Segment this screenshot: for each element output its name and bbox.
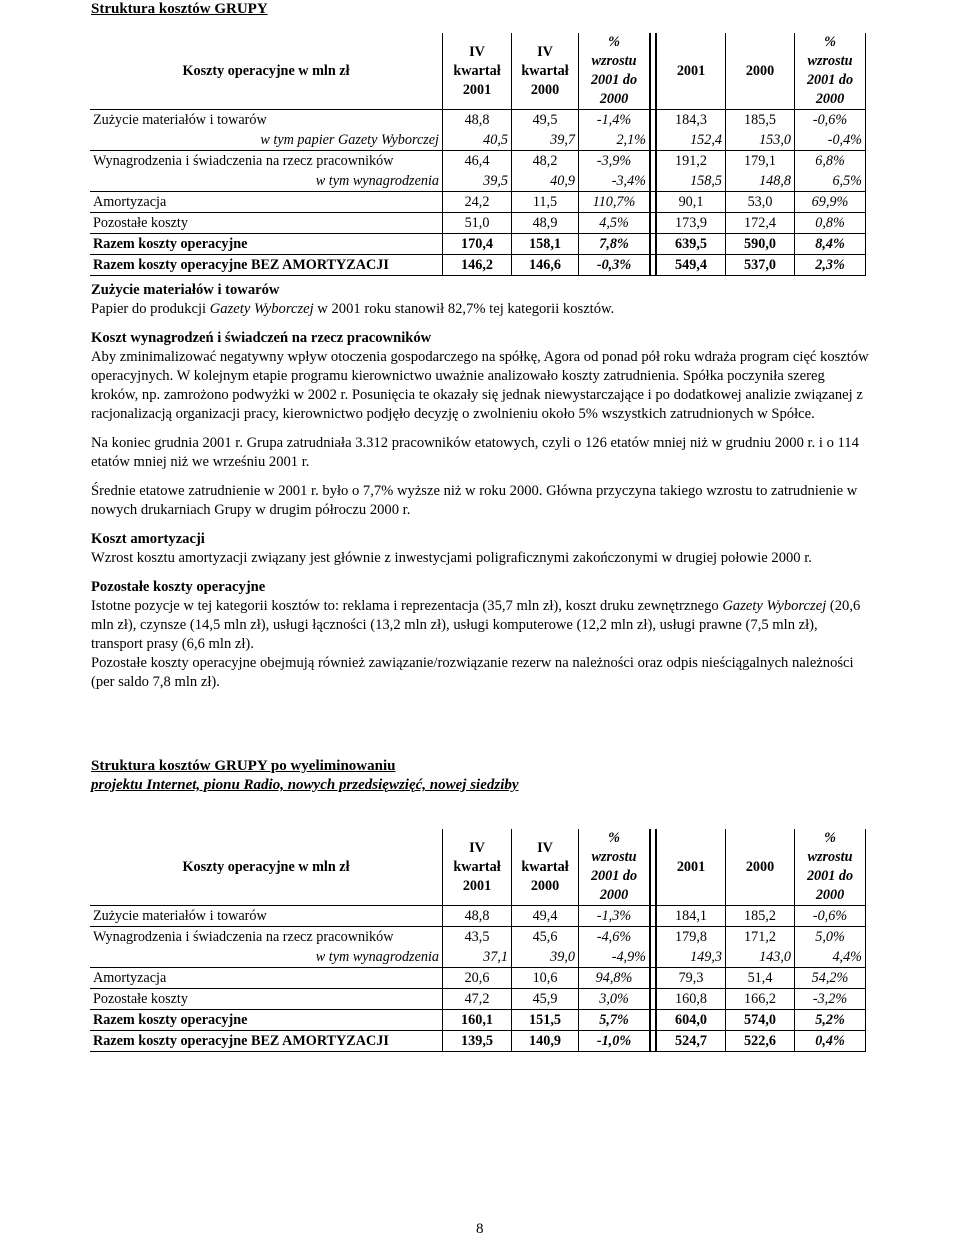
cell: -3,2% bbox=[795, 989, 866, 1010]
cell: 37,1 bbox=[443, 947, 512, 968]
cell: 46,4 bbox=[443, 151, 512, 172]
section2-subheading: projektu Internet, pionu Radio, nowych przedsięwzięć, nowej siedziby bbox=[91, 777, 519, 793]
cell: 0,4% bbox=[795, 1031, 866, 1052]
table-row bbox=[90, 906, 866, 927]
subheading-materials: Zużycie materiałów i towarów bbox=[91, 282, 280, 298]
header-y-growth: % wzrostu 2001 do 2000 bbox=[795, 33, 866, 110]
cell: 574,0 bbox=[726, 1010, 795, 1031]
cell: -4,6% bbox=[579, 927, 651, 948]
table-row bbox=[90, 1010, 866, 1031]
cell: 2,1% bbox=[616, 131, 646, 148]
cell: 43,5 bbox=[443, 927, 512, 948]
table-row bbox=[90, 989, 866, 1010]
cell: -1,0% bbox=[579, 1031, 651, 1052]
row-label: Pozostałe koszty bbox=[90, 213, 443, 234]
header-q4-2001: IV kwartał 2001 bbox=[443, 829, 512, 906]
cell: 20,6 bbox=[443, 968, 512, 989]
cell: 148,8 bbox=[726, 171, 795, 192]
row-label: Wynagrodzenia i świadczenia na rzecz pracowników bbox=[90, 927, 443, 948]
cell: 48,2 bbox=[512, 151, 579, 172]
cell: 140,9 bbox=[512, 1031, 579, 1052]
row-label: Amortyzacja bbox=[90, 968, 443, 989]
table-row bbox=[90, 234, 866, 255]
cell: 160,1 bbox=[443, 1010, 512, 1031]
cell: 143,0 bbox=[726, 947, 795, 968]
cell: 179,1 bbox=[726, 151, 795, 172]
cell: 524,7 bbox=[656, 1031, 726, 1052]
header-2000: 2000 bbox=[726, 829, 795, 906]
cell: 6,8% bbox=[795, 151, 866, 172]
cell: 11,5 bbox=[512, 192, 579, 213]
cell: 48,9 bbox=[512, 213, 579, 234]
table-row bbox=[90, 968, 866, 989]
cell: 590,0 bbox=[726, 234, 795, 255]
cell: 152,4 bbox=[656, 130, 726, 151]
cell: 39,5 bbox=[443, 171, 512, 192]
paragraph-salaries: Aby zminimalizować negatywny wpływ otoczenia gospodarczego na spółkę, Agora od ponad pół roku wdraża program cięć kosztów operacyjnych. W kolejnym etapie programu kierownictwo uważnie analizowało koszty zatrudnienia. Spółka poczyniła szereg kroków, np. zamrożono podwyżki w 2002 r. Posunięcia te okazały się jednak niewystarczające i po dodatkowej analizie związanej z racjonalizacją organizacji pracy, kierownictwo podjęło decyzję o zwolnieniu około 5% wszystkich zatrudnionych w Spółce. bbox=[91, 349, 869, 422]
cell: 49,5 bbox=[512, 110, 579, 131]
cell: 173,9 bbox=[656, 213, 726, 234]
table-header bbox=[90, 33, 866, 110]
cell: -3,9% bbox=[579, 151, 651, 172]
cell: 158,5 bbox=[656, 171, 726, 192]
cell: -1,3% bbox=[579, 906, 651, 927]
header-2000: 2000 bbox=[726, 33, 795, 110]
cell: 47,2 bbox=[443, 989, 512, 1010]
header-q-growth: % wzrostu 2001 do 2000 bbox=[590, 830, 638, 903]
cell: 94,8% bbox=[579, 968, 651, 989]
cell: 604,0 bbox=[656, 1010, 726, 1031]
cell: 184,3 bbox=[656, 110, 726, 131]
cell: -4,9% bbox=[611, 948, 646, 965]
header-q4-2000: IV kwartał 2000 bbox=[512, 33, 579, 110]
header-2001: 2001 bbox=[656, 829, 726, 906]
cell: -3,4% bbox=[611, 172, 646, 189]
cell: 4,5% bbox=[579, 213, 651, 234]
header-q4-2001: IV kwartał 2001 bbox=[443, 33, 512, 110]
cell: 170,4 bbox=[443, 234, 512, 255]
row-label: Razem koszty operacyjne bbox=[90, 234, 443, 255]
table-row bbox=[90, 927, 866, 948]
cell: 51,0 bbox=[443, 213, 512, 234]
cell: 7,8% bbox=[579, 234, 651, 255]
paragraph-materials: Papier do produkcji Gazety Wyborczej w 2001 roku stanowił 82,7% tej kategorii kosztów. bbox=[91, 301, 615, 317]
row-label: w tym wynagrodzenia bbox=[90, 171, 443, 192]
cell: 153,0 bbox=[726, 130, 795, 151]
row-label: w tym wynagrodzenia bbox=[90, 947, 443, 968]
cell: 48,8 bbox=[443, 110, 512, 131]
cell: 10,6 bbox=[512, 968, 579, 989]
cell: 39,0 bbox=[512, 947, 579, 968]
table-row bbox=[90, 213, 866, 234]
cell: 40,5 bbox=[443, 130, 512, 151]
cell: 69,9% bbox=[795, 192, 866, 213]
cell: 5,0% bbox=[795, 927, 866, 948]
cell: 179,8 bbox=[656, 927, 726, 948]
cell: 5,7% bbox=[579, 1010, 651, 1031]
cell: 8,4% bbox=[795, 234, 866, 255]
cell: 172,4 bbox=[726, 213, 795, 234]
cell: -1,4% bbox=[579, 110, 651, 131]
cell: 48,8 bbox=[443, 906, 512, 927]
row-label: Zużycie materiałów i towarów bbox=[90, 906, 443, 927]
row-label: Zużycie materiałów i towarów bbox=[90, 110, 443, 131]
cell: 54,2% bbox=[795, 968, 866, 989]
table-row bbox=[90, 110, 866, 131]
section1-heading: Struktura kosztów GRUPY bbox=[91, 1, 268, 17]
subheading-depreciation: Koszt amortyzacji bbox=[91, 531, 205, 547]
costs-table-1 bbox=[90, 33, 866, 276]
cell: 45,9 bbox=[512, 989, 579, 1010]
row-label: Pozostałe koszty bbox=[90, 989, 443, 1010]
table-row bbox=[90, 192, 866, 213]
cell: 39,7 bbox=[512, 130, 579, 151]
row-label: Amortyzacja bbox=[90, 192, 443, 213]
header-q4-2000: IV kwartał 2000 bbox=[512, 829, 579, 906]
header-y-growth: % wzrostu 2001 do 2000 bbox=[795, 829, 866, 906]
cell: 90,1 bbox=[656, 192, 726, 213]
cell: 549,4 bbox=[656, 255, 726, 276]
cell: 3,0% bbox=[579, 989, 651, 1010]
paragraph-headcount: Na koniec grudnia 2001 r. Grupa zatrudniała 3.312 pracowników etatowych, czyli o 126 etatów mniej niż w grudniu 2000 r. i o 114 etatów mniej niż we wrześniu 2001 r. bbox=[91, 435, 859, 470]
table-row bbox=[90, 171, 866, 192]
cell: -0,3% bbox=[579, 255, 651, 276]
cell: 0,8% bbox=[795, 213, 866, 234]
table-row bbox=[90, 1031, 866, 1052]
header-title: Koszty operacyjne w mln zł bbox=[90, 829, 443, 906]
table-header bbox=[90, 829, 866, 906]
cell: 45,6 bbox=[512, 927, 579, 948]
subheading-salaries: Koszt wynagrodzeń i świadczeń na rzecz pracowników bbox=[91, 330, 432, 346]
cell: 110,7% bbox=[579, 192, 651, 213]
header-2001: 2001 bbox=[656, 33, 726, 110]
row-label: w tym papier Gazety Wyborczej bbox=[90, 130, 443, 151]
cell: 158,1 bbox=[512, 234, 579, 255]
cell: 171,2 bbox=[726, 927, 795, 948]
cell: 184,1 bbox=[656, 906, 726, 927]
cell: 166,2 bbox=[726, 989, 795, 1010]
cell: -0,6% bbox=[795, 110, 866, 131]
cell: 522,6 bbox=[726, 1031, 795, 1052]
cell: 191,2 bbox=[656, 151, 726, 172]
page-number: 8 bbox=[476, 1221, 484, 1237]
header-title: Koszty operacyjne w mln zł bbox=[90, 33, 443, 110]
cell: 146,6 bbox=[512, 255, 579, 276]
cell: 53,0 bbox=[726, 192, 795, 213]
cell: 185,2 bbox=[726, 906, 795, 927]
row-label: Razem koszty operacyjne BEZ AMORTYZACJI bbox=[90, 255, 443, 276]
cell: 4,4% bbox=[795, 947, 866, 968]
paragraph-average-employment: Średnie etatowe zatrudnienie w 2001 r. było o 7,7% wyższe niż w roku 2000. Główna przyczyna takiego wzrostu to zatrudnienie w nowych drukarniach Grupy w drugim półroczu 2000 r. bbox=[91, 483, 858, 518]
table-row bbox=[90, 151, 866, 172]
cell: 24,2 bbox=[443, 192, 512, 213]
cell: 6,5% bbox=[795, 171, 866, 192]
section2-heading: Struktura kosztów GRUPY po wyeliminowaniu bbox=[91, 758, 396, 774]
cell: 49,4 bbox=[512, 906, 579, 927]
table-row bbox=[90, 130, 866, 151]
cell: 5,2% bbox=[795, 1010, 866, 1031]
cell: 51,4 bbox=[726, 968, 795, 989]
subheading-other-costs: Pozostałe koszty operacyjne bbox=[91, 579, 266, 595]
paragraph-provisions: Pozostałe koszty operacyjne obejmują również zawiązanie/rozwiązanie rezerw na należności oraz odpis nieściągalnych należności (per saldo 7,8 mln zł). bbox=[91, 655, 854, 690]
body-text bbox=[91, 281, 871, 692]
header-q-growth: % wzrostu 2001 do 2000 bbox=[590, 34, 638, 107]
row-label: Razem koszty operacyjne bbox=[90, 1010, 443, 1031]
cell: -0,4% bbox=[795, 130, 866, 151]
cell: 149,3 bbox=[656, 947, 726, 968]
paragraph-other-costs: Istotne pozycje w tej kategorii kosztów to: reklama i reprezentacja (35,7 mln zł), koszt druku zewnętrznego Gazety Wyborczej (20,6 mln zł), czynsze (14,5 mln zł), usługi łączności (13,2 mln zł), usługi komputerowe (12,2 mln zł), usługi prawne (7,5 mln zł), transport prasy (6,6 mln zł). bbox=[91, 598, 861, 652]
table-row bbox=[90, 255, 866, 276]
costs-table-2 bbox=[90, 829, 866, 1052]
paragraph-depreciation: Wzrost kosztu amortyzacji związany jest głównie z inwestycjami poligraficznymi zakończonymi w drugiej połowie 2000 r. bbox=[91, 550, 812, 566]
cell: 151,5 bbox=[512, 1010, 579, 1031]
row-label: Razem koszty operacyjne BEZ AMORTYZACJI bbox=[90, 1031, 443, 1052]
row-label: Wynagrodzenia i świadczenia na rzecz pracowników bbox=[90, 151, 443, 172]
cell: 2,3% bbox=[795, 255, 866, 276]
cell: 160,8 bbox=[656, 989, 726, 1010]
cell: 639,5 bbox=[656, 234, 726, 255]
table-row bbox=[90, 947, 866, 968]
cell: 146,2 bbox=[443, 255, 512, 276]
cell: 79,3 bbox=[656, 968, 726, 989]
cell: -0,6% bbox=[795, 906, 866, 927]
cell: 185,5 bbox=[726, 110, 795, 131]
cell: 139,5 bbox=[443, 1031, 512, 1052]
cell: 537,0 bbox=[726, 255, 795, 276]
cell: 40,9 bbox=[512, 171, 579, 192]
